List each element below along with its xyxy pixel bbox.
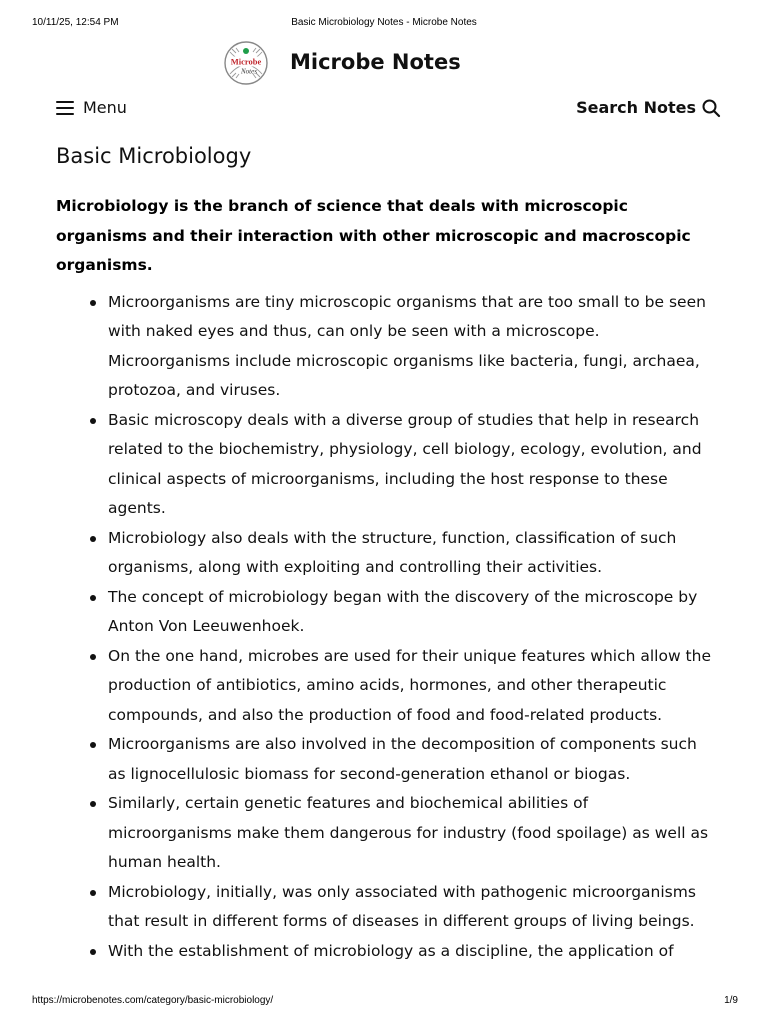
- microbe-notes-logo-icon: [222, 40, 270, 86]
- print-header: [0, 17, 768, 31]
- page-title: Basic Microbiology: [56, 144, 252, 168]
- list-item: Microorganisms are tiny microscopic organisms that are too small to be seen with naked eyes and thus, can only be seen with a microscope. Microorganisms include microscopic organisms like bacteria, fungi, archaea, protozoa, and viruses.: [56, 288, 716, 406]
- list-item: The concept of microbiology began with the discovery of the microscope by Anton Von Leeuwenhoek.: [56, 583, 716, 642]
- list-item: Basic microscopy deals with a diverse group of studies that help in research related to the biochemistry, physiology, cell biology, ecology, evolution, and clinical aspects of microorganisms, including the host response to these agents.: [56, 406, 716, 524]
- search-icon: [702, 99, 720, 117]
- site-name-link[interactable]: Microbe Notes: [290, 50, 461, 74]
- search-label: Search Notes: [576, 98, 696, 117]
- hamburger-icon: [56, 101, 74, 115]
- print-footer: [0, 995, 768, 1009]
- menu-label: Menu: [83, 98, 127, 117]
- menu-button[interactable]: [56, 98, 127, 117]
- print-page-number: 1/9: [724, 995, 738, 1006]
- print-document-title: Basic Microbiology Notes - Microbe Notes: [291, 17, 477, 28]
- site-logo[interactable]: [222, 40, 270, 86]
- list-item: With the establishment of microbiology as a discipline, the application of: [56, 937, 716, 967]
- bullet-list: [56, 288, 716, 967]
- logo-text-top: Microbe: [230, 56, 262, 67]
- print-datetime: 10/11/25, 12:54 PM: [32, 17, 119, 28]
- list-item: Similarly, certain genetic features and biochemical abilities of microorganisms make them dangerous for industry (food spoilage) as well as human health.: [56, 789, 716, 878]
- list-item: On the one hand, microbes are used for their unique features which allow the production of antibiotics, amino acids, hormones, and other therapeutic compounds, and also the production of food and food-related products.: [56, 642, 716, 731]
- article-content: [56, 192, 716, 960]
- list-item: Microbiology, initially, was only associated with pathogenic microorganisms that result in different forms of diseases in different groups of living beings.: [56, 878, 716, 937]
- list-item: Microorganisms are also involved in the decomposition of components such as lignocellulosic biomass for second-generation ethanol or biogas.: [56, 730, 716, 789]
- print-url: https://microbenotes.com/category/basic-microbiology/: [32, 995, 274, 1006]
- nav-bar: [56, 96, 720, 124]
- search-notes-button[interactable]: [576, 98, 720, 117]
- logo-text-bottom: Notes: [241, 67, 257, 76]
- article-intro: Microbiology is the branch of science that deals with microscopic organisms and their interaction with other microscopic and macroscopic organisms.: [56, 197, 691, 274]
- site-header: [0, 40, 768, 86]
- list-item: Microbiology also deals with the structure, function, classification of such organisms, along with exploiting and controlling their activities.: [56, 524, 716, 583]
